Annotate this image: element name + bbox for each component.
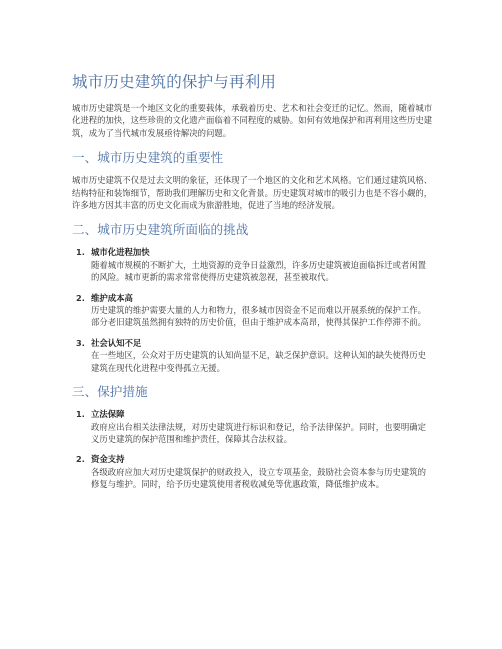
list-item-body: 随着城市规模的不断扩大，土地资源的竞争日益激烈，许多历史建筑被迫面临拆迁或者闲置的风险。城市更新的需求常常使得历史建筑被忽视，甚至被取代。 xyxy=(91,259,426,283)
importance-paragraph: 城市历史建筑不仅是过去文明的象征，还体现了一个地区的文化和艺术风格。它们通过建筑风格、结构特征和装饰细节，帮助我们理解历史和文化背景。历史建筑对城市的吸引力也是不容小觑的，许多地方因其丰富的历史文化而成为旅游胜地，促进了当地的经济发展。 xyxy=(72,175,433,211)
document-page xyxy=(72,72,434,501)
list-item-body: 各级政府应加大对历史建筑保护的财政投入，设立专项基金，鼓励社会资本参与历史建筑的修复与维护。同时，给予历史建筑使用者税收减免等优惠政策，降低维护成本。 xyxy=(91,466,426,490)
section-heading-importance: 一、城市历史建筑的重要性 xyxy=(72,150,224,166)
list-number: 1. xyxy=(76,409,85,420)
list-number: 1. xyxy=(76,247,85,258)
section-heading-challenges: 二、城市历史建筑所面临的挑战 xyxy=(72,222,249,238)
list-item-title: 维护成本高 xyxy=(91,292,133,303)
list-number: 2. xyxy=(76,454,85,465)
list-item-body: 在一些地区，公众对于历史建筑的认知尚显不足，缺乏保护意识。这种认知的缺失使得历史建筑在现代化进程中变得孤立无援。 xyxy=(91,350,426,373)
list-item-title: 立法保障 xyxy=(91,409,125,420)
section-heading-measures: 三、保护措施 xyxy=(72,384,148,400)
list-item-title: 城市化进程加快 xyxy=(91,247,150,258)
list-item-title: 资金支持 xyxy=(91,454,125,465)
list-number: 3. xyxy=(76,337,85,348)
list-item-title: 社会认知不足 xyxy=(91,337,142,348)
list-item xyxy=(72,246,434,283)
list-item-body: 政府应出台相关法律法规，对历史建筑进行标识和登记，给予法律保护。同时，也要明确定义历史建筑的保护范围和维护责任，保障其合法权益。 xyxy=(91,421,426,444)
list-item xyxy=(72,408,434,445)
list-item xyxy=(72,337,434,374)
measures-list xyxy=(72,408,434,490)
challenges-list xyxy=(72,246,434,374)
list-item-body: 历史建筑的维护需要大量的人力和物力，很多城市因资金不足而难以开展系统的保护工作。部分老旧建筑虽然拥有独特的历史价值，但由于维护成本高昂，使得其保护工作停滞不前。 xyxy=(91,305,426,328)
list-number: 2. xyxy=(76,292,85,303)
list-item xyxy=(72,453,434,490)
list-item xyxy=(72,292,434,329)
document-title: 城市历史建筑的保护与再利用 xyxy=(72,73,277,91)
intro-paragraph: 城市历史建筑是一个地区文化的重要载体，承载着历史、艺术和社会变迁的记忆。然而，随着城市化进程的加快，这些珍贵的文化遗产面临着不同程度的威胁。如何有效地保护和再利用这些历史建筑，成为了当代城市发展亟待解决的问题。 xyxy=(72,103,433,138)
